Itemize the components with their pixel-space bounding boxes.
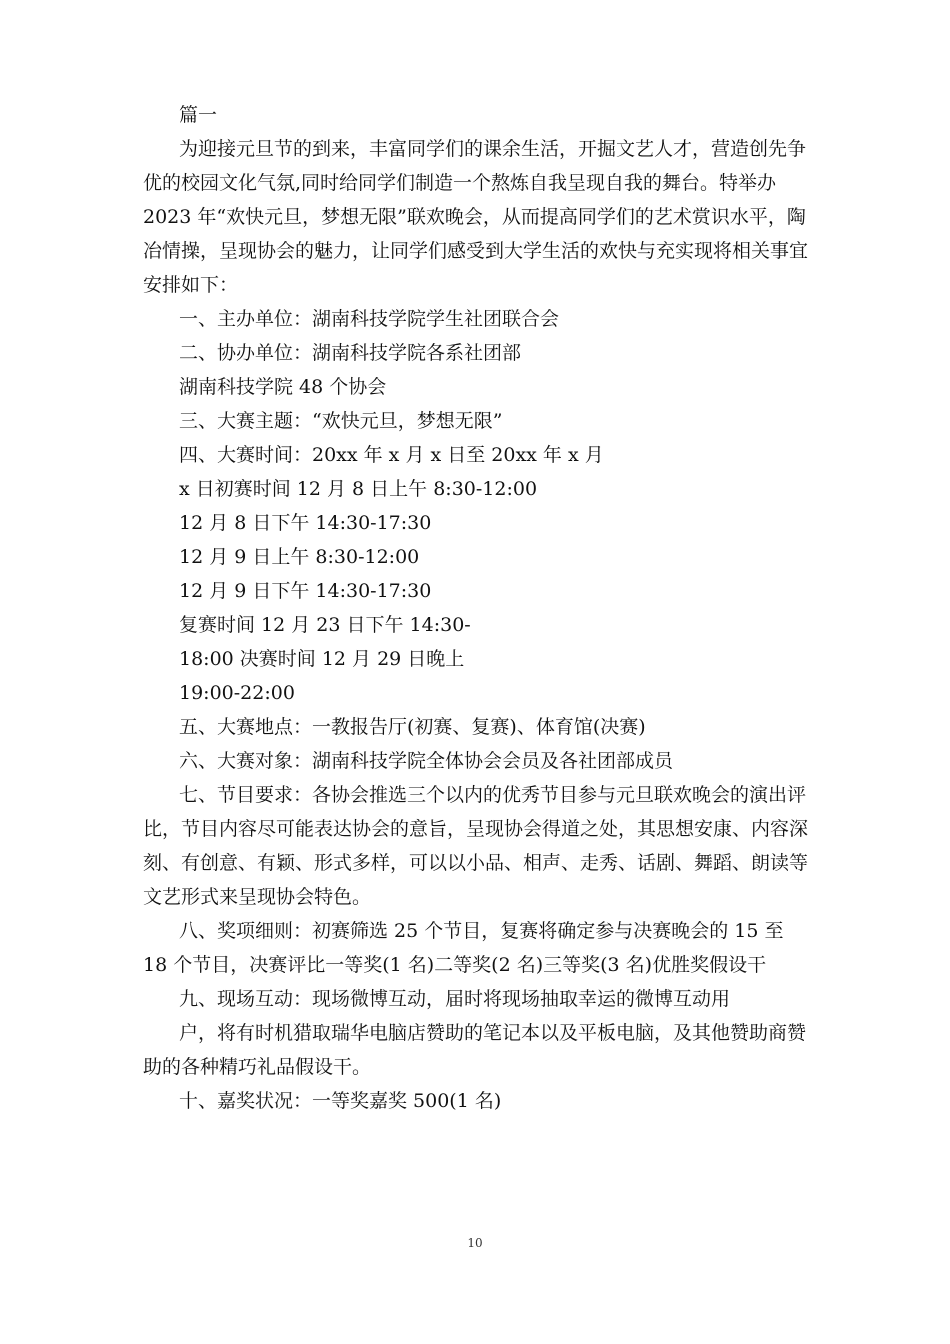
text-line: 四、大赛时间：20xx 年 x 月 x 日至 20xx 年 x 月 — [179, 444, 604, 466]
document-body — [143, 98, 818, 1118]
text-line: 八、奖项细则：初赛筛选 25 个节目，复赛将确定参与决赛晚会的 15 至 — [179, 920, 784, 942]
text-line: 助的各种精巧礼品假设干。 — [143, 1056, 372, 1078]
text-line: 二、协办单位：湖南科技学院各系社团部 — [179, 342, 522, 364]
text-line: 一、主办单位：湖南科技学院学生社团联合会 — [179, 308, 560, 330]
text-line: 湖南科技学院 48 个协会 — [179, 376, 387, 398]
text-line: 优的校园文化气氛,同时给同学们制造一个熬炼自我呈现自我的舞台。特举办 — [143, 172, 777, 194]
text-line: 比，节目内容尽可能表达协会的意旨，呈现协会得道之处，其思想安康、内容深 — [143, 818, 809, 840]
text-line: 九、现场互动：现场微博互动，届时将现场抽取幸运的微博互动用 — [179, 988, 731, 1010]
text-line: 文艺形式来呈现协会特色。 — [143, 886, 372, 908]
text-line: 12 月 8 日下午 14:30-17:30 — [179, 512, 432, 534]
text-line: 六、大赛对象：湖南科技学院全体协会会员及各社团部成员 — [179, 750, 674, 772]
page-number: 10 — [467, 1236, 483, 1250]
text-line: 12 月 9 日下午 14:30-17:30 — [179, 580, 432, 602]
text-line: 19:00-22:00 — [179, 682, 295, 704]
text-line: 刻、有创意、有颖、形式多样，可以以小品、相声、走秀、话剧、舞蹈、朗读等 — [143, 852, 809, 874]
text-line: 安排如下： — [143, 274, 239, 296]
text-line: 户，将有时机猎取瑞华电脑店赞助的笔记本以及平板电脑，及其他赞助商赞 — [179, 1022, 807, 1044]
text-line: 18 个节目，决赛评比一等奖(1 名)二等奖(2 名)三等奖(3 名)优胜奖假设干 — [143, 954, 767, 976]
text-line: 冶情操，呈现协会的魅力，让同学们感受到大学生活的欢快与充实现将相关事宜 — [143, 240, 809, 262]
text-line: 篇一 — [179, 104, 218, 126]
text-line: 十、嘉奖状况：一等奖嘉奖 500(1 名) — [179, 1090, 502, 1112]
text-line: 复赛时间 12 月 23 日下午 14:30- — [179, 614, 471, 636]
text-line: 七、节目要求：各协会推选三个以内的优秀节目参与元旦联欢晚会的演出评 — [179, 784, 807, 806]
text-line: 2023 年“欢快元旦，梦想无限”联欢晚会，从而提高同学们的艺术赏识水平，陶 — [143, 206, 806, 228]
text-line: 五、大赛地点：一教报告厅(初赛、复赛)、体育馆(决赛) — [179, 716, 646, 738]
text-line: 12 月 9 日上午 8:30-12:00 — [179, 546, 420, 568]
text-line: 为迎接元旦节的到来，丰富同学们的课余生活，开掘文艺人才，营造创先争 — [179, 138, 807, 160]
text-line: 三、大赛主题：“欢快元旦，梦想无限” — [179, 410, 503, 432]
text-line: x 日初赛时间 12 月 8 日上午 8:30-12:00 — [179, 478, 538, 500]
text-line: 18:00 决赛时间 12 月 29 日晚上 — [179, 648, 465, 670]
